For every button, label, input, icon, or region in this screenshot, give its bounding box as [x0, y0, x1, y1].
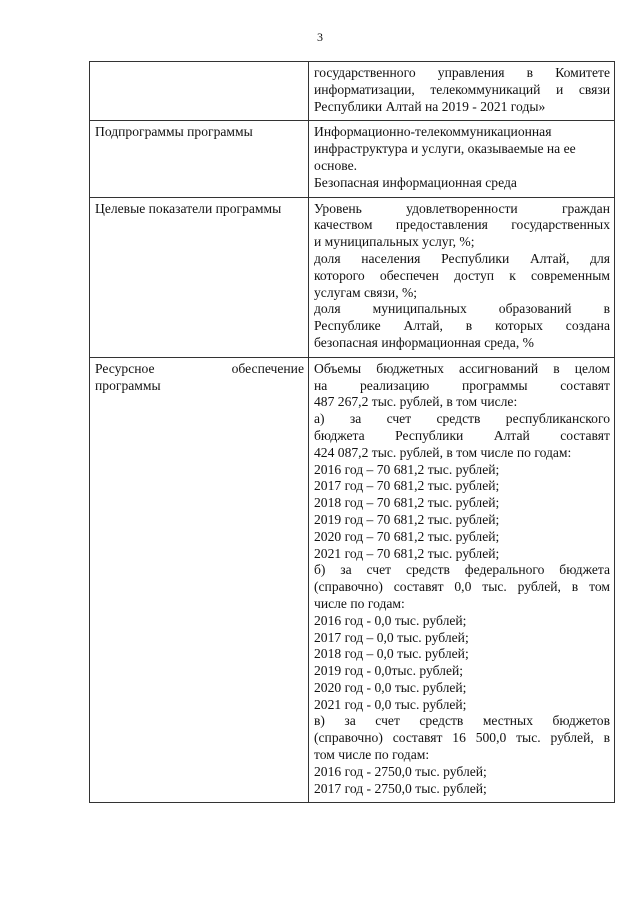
row-label: Целевые показатели программы: [95, 200, 282, 216]
row-value-line: том числе по годам:: [314, 747, 430, 763]
row-value-line: б) за счет средств федерального бюджета: [314, 562, 610, 578]
row-value-cell: [309, 197, 615, 357]
row-label: программы: [95, 377, 161, 393]
row-value-line: (справочно) составят 16 500,0 тыс. рублей, в: [314, 730, 610, 746]
row-value-line: 2019 год – 70 681,2 тыс. рублей;: [314, 511, 500, 527]
row-value-cell: [309, 62, 615, 121]
row-value-line: Уровень удовлетворенности граждан: [314, 200, 610, 216]
row-value-line: 2018 год – 0,0 тыс. рублей;: [314, 646, 469, 662]
row-label-cell: [90, 357, 309, 803]
row-value-line: 2019 год - 0,0тыс. рублей;: [314, 663, 464, 679]
row-value-line: 487 267,2 тыс. рублей, в том числе:: [314, 394, 518, 410]
table-row: [90, 357, 615, 803]
row-value-cell: [309, 121, 615, 197]
row-value-line: 2020 год - 0,0 тыс. рублей;: [314, 679, 467, 695]
row-label-split-line: [95, 361, 304, 378]
row-value-line: качеством предоставления государственных: [314, 217, 610, 233]
row-value-line: Информационно-телекоммуникационная: [314, 124, 552, 140]
row-value-line: Безопасная информационная среда: [314, 174, 517, 190]
row-value-line: 2016 год - 0,0 тыс. рублей;: [314, 612, 467, 628]
row-value-line: (справочно) составят 0,0 тыс. рублей, в том: [314, 579, 610, 595]
row-label-word: Ресурсное: [95, 360, 155, 376]
row-value-line: Республики Алтай на 2019 - 2021 годы»: [314, 98, 546, 114]
row-value-line: 424 087,2 тыс. рублей, в том числе по годам:: [314, 444, 572, 460]
row-value-line: информатизации, телекоммуникаций и связи: [314, 81, 610, 97]
row-value-line: 2017 год – 0,0 тыс. рублей;: [314, 629, 469, 645]
row-value-line: Объемы бюджетных ассигнований в целом: [314, 360, 610, 376]
row-value-line: числе по годам:: [314, 595, 405, 611]
row-value-line: Республике Алтай, в которых создана: [314, 318, 610, 334]
row-label-cell: [90, 121, 309, 197]
table-row: [90, 197, 615, 357]
page-number: 3: [317, 30, 323, 44]
row-value-line: 2021 год - 0,0 тыс. рублей;: [314, 696, 467, 712]
row-value-line: а) за счет средств республиканского: [314, 411, 610, 427]
row-value-line: 2017 год – 70 681,2 тыс. рублей;: [314, 478, 500, 494]
row-value-line: на реализацию программы составят: [314, 377, 610, 393]
row-value-line: 2020 год – 70 681,2 тыс. рублей;: [314, 528, 500, 544]
row-label-cell: [90, 197, 309, 357]
table-row: [90, 121, 615, 197]
row-value-line: государственного управления в Комитете: [314, 65, 610, 80]
row-value-line: 2016 год – 70 681,2 тыс. рублей;: [314, 461, 500, 477]
row-value-line: безопасная информационная среда, %: [314, 334, 534, 350]
row-value-line: доля населения Республики Алтай, для: [314, 250, 610, 266]
row-value-line: 2016 год - 2750,0 тыс. рублей;: [314, 763, 487, 779]
row-label-cell: [90, 62, 309, 121]
row-value-line: основе.: [314, 157, 358, 173]
row-value-line: услугам связи, %;: [314, 284, 418, 300]
row-value-line: в) за счет средств местных бюджетов: [314, 713, 610, 729]
row-value-line: 2018 год – 70 681,2 тыс. рублей;: [314, 495, 500, 511]
table-row: [90, 62, 615, 121]
row-value-line: бюджета Республики Алтай составят: [314, 427, 610, 443]
row-value-line: и муниципальных услуг, %;: [314, 234, 475, 250]
row-value-line: 2017 год - 2750,0 тыс. рублей;: [314, 780, 487, 796]
program-passport-table: [89, 61, 615, 803]
row-value-line: 2021 год – 70 681,2 тыс. рублей;: [314, 545, 500, 561]
row-label: [95, 65, 304, 82]
row-value-line: которого обеспечен доступ к современным: [314, 267, 610, 283]
row-value-cell: [309, 357, 615, 803]
row-label: Подпрограммы программы: [95, 124, 253, 140]
row-value-line: доля муниципальных образований в: [314, 301, 610, 317]
row-label-word: обеспечение: [231, 360, 304, 376]
row-value-line: инфраструктура и услуги, оказываемые на ее: [314, 141, 576, 157]
